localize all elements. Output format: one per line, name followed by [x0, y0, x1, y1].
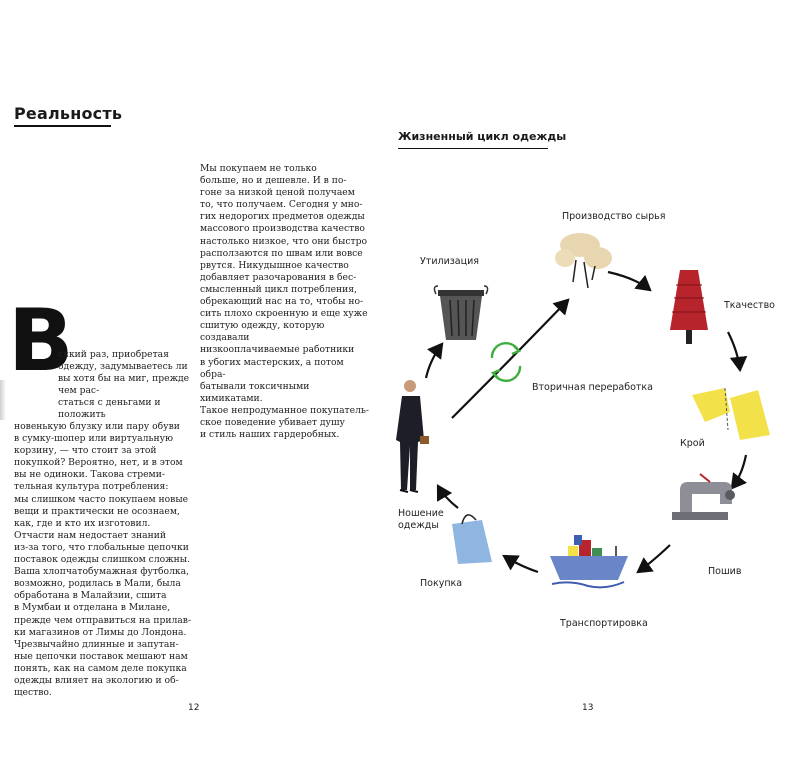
sewing-machine-icon [672, 474, 735, 520]
label-sewing: Пошив [708, 566, 742, 577]
page-number-left: 12 [188, 703, 200, 713]
person-wearing-clothes-icon [396, 380, 429, 492]
body-text-column-1: новенькую блузку или пару обуви в сумку-шопер или виртуальную корзину, — что стоит за этой покупкой? Вероятно, нет, и в этом вы не одиноки. Такова стреми- тельная культура потребления: мы слишком часто покупаем новые вещи и практически не осознаем, как, где и кто их изготовил. Отчасти нам недостает знаний из-за того, что глобальные цепочки поставок одежды слишком сложны. Ваша хлопчатобумажная футболка, возможно, родилась в Мали, была обработана в Малайзии, сшита в Мумбаи и отделана в Милане, прежде чем отправиться на прилав- ки магазинов от Лимы до Лондона. Чрезвычайно длинные и запутан- ные цепочки поставок мешают нам понять, как на самом деле покупка одежды влияет на экологию и об- щество. [14, 421, 192, 699]
arrow-purchase-to-wearing [438, 486, 458, 508]
arrow-weaving-to-cutting [728, 332, 740, 370]
arrow-sewing-to-transport [638, 545, 670, 572]
label-cutting: Крой [680, 438, 705, 449]
diagram-title-rule [398, 148, 548, 149]
arrow-transport-to-purchase [504, 556, 538, 572]
section-title-underline [14, 125, 111, 127]
label-disposal: Утилизация [420, 256, 479, 267]
arrow-wearing-to-disposal [426, 344, 442, 378]
arrow-raw-to-weaving [608, 272, 650, 290]
arrow-cutting-to-sewing [732, 455, 746, 488]
trash-bin-icon [434, 286, 487, 340]
diagram-title: Жизненный цикл одежды [398, 130, 567, 143]
label-purchase: Покупка [420, 578, 463, 589]
page-number-right: 13 [582, 703, 594, 713]
label-recycling: Вторичная переработка [532, 382, 653, 393]
label-raw-material: Производство сырья [562, 211, 666, 222]
label-transport: Транспортировка [560, 618, 648, 629]
drop-cap: В [8, 291, 74, 391]
section-title: Реальность [14, 104, 123, 123]
sewing-pattern-icon [692, 388, 770, 440]
thread-spool-icon [670, 270, 708, 344]
cotton-plant-icon [555, 233, 612, 288]
cargo-ship-icon [550, 535, 628, 587]
page-edge [0, 380, 6, 420]
label-weaving: Ткачество [724, 300, 775, 311]
body-text-opening-lines: сякий раз, приобретая одежду, задумываетесь ли вы хотя бы на миг, прежде чем рас- статься с деньгами и положить [58, 349, 190, 421]
shopping-bag-icon [452, 515, 492, 564]
body-text-column-2: Мы покупаем не только больше, но и дешевле. И в по- гоне за низкой ценой получаем то, что получаем. Сегодня у мно- гих недорогих предметов одежды массового производства качество настолько низкое, что они быстро расползаются по швам или вовсе рвутся. Никудышное качество добавляет разочарования в бес- смысленный цикл потребления, обрекающий нас на то, чтобы но- сить плохо скроенную и еще хуже сшитую одежду, которую создавали низкооплачиваемые работники в убогих мастерских, а потом обра- батывали токсичными химикатами. Такое непродуманное покупатель- ское поведение убивает душу и стиль наших гардеробных. [200, 163, 370, 441]
label-wearing: Ношение одежды [398, 508, 444, 531]
